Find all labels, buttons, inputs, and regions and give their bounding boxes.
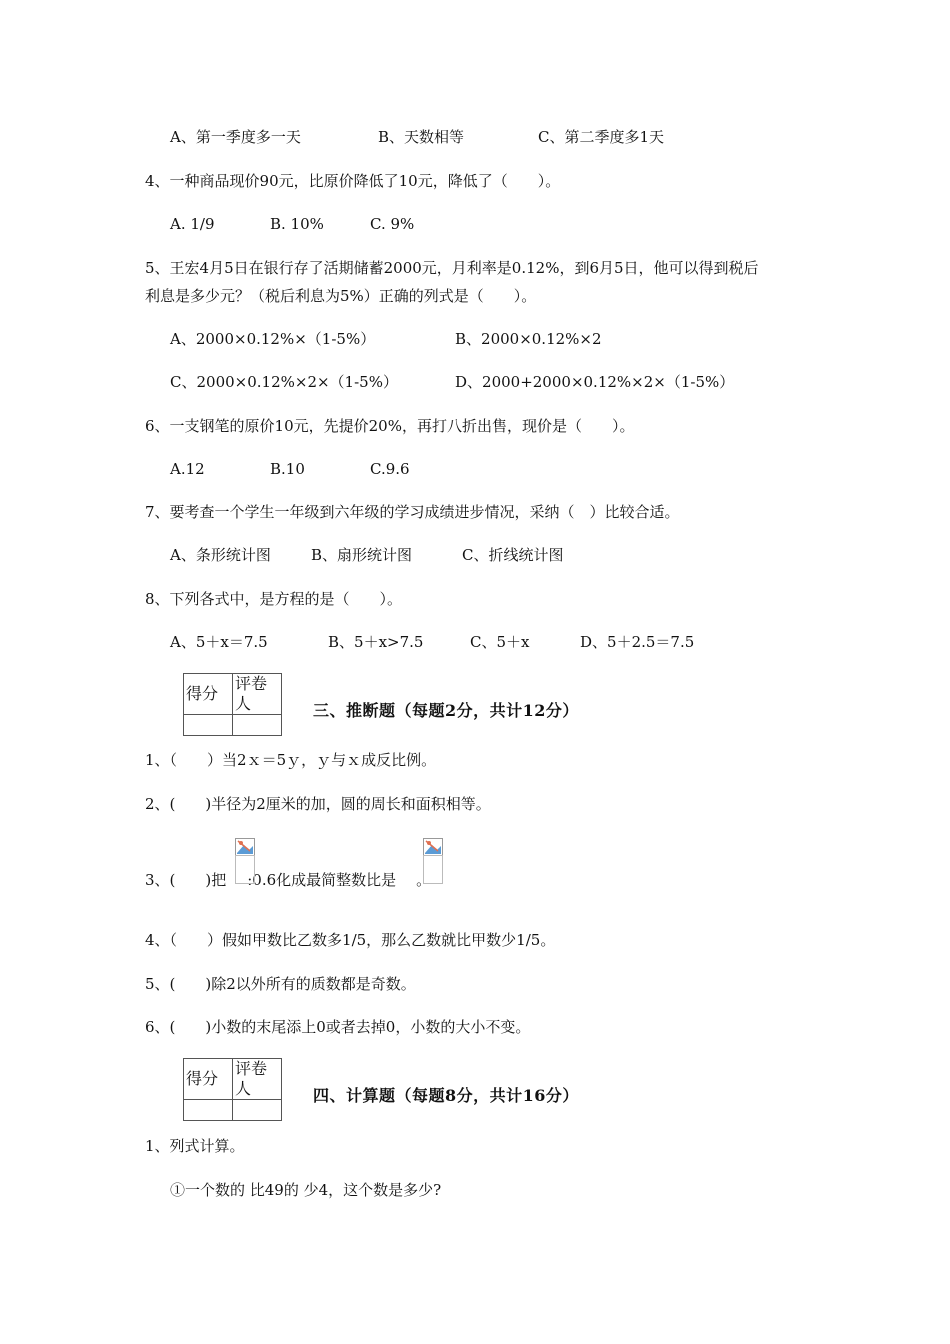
s3-item5: 5、( )除2以外所有的质数都是奇数。: [145, 975, 416, 993]
q5-stem-line1: 5、王宏4月5日在银行存了活期储蓄2000元，月利率是0.12%，到6月5日，他可以得到税后: [145, 259, 759, 277]
s4-item1: 1、列式计算。: [145, 1137, 245, 1155]
q5-option-d: D、2000+2000×0.12%×2×（1-5%）: [455, 373, 735, 391]
grader-cell: [233, 1100, 282, 1121]
q8-option-b: B、5＋x>7.5: [328, 633, 424, 651]
q7-option-b: B、扇形统计图: [311, 546, 413, 564]
s3-item3-mid: :0.6化成最简整数比是: [247, 871, 397, 889]
q6-option-b: B.10: [270, 460, 305, 478]
section4-title: 四、计算题（每题8分，共计16分）: [313, 1086, 579, 1105]
s3-item4: 4、（ ）假如甲数比乙数多1/5，那么乙数就比甲数少1/5。: [145, 931, 556, 949]
score-label: 得分: [184, 674, 233, 715]
q8-option-c: C、5＋x: [470, 633, 530, 651]
q8-stem: 8、下列各式中，是方程的是（ ）。: [145, 590, 403, 608]
q7-option-a: A、条形统计图: [170, 546, 271, 564]
q6-option-c: C.9.6: [370, 460, 410, 478]
q5-option-b: B、2000×0.12%×2: [455, 330, 602, 348]
q8-option-d: D、5＋2.5＝7.5: [580, 633, 695, 651]
s3-item3-end: 。: [416, 871, 432, 889]
q5-option-c: C、2000×0.12%×2×（1-5%）: [170, 373, 398, 391]
score-box-section4: [183, 1058, 282, 1121]
s4-sub1: ①一个数的 比49的 少4，这个数是多少?: [170, 1181, 442, 1199]
score-cell: [184, 1100, 233, 1121]
s3-item1: 1、（ ）当2ｘ＝5ｙ，ｙ与ｘ成反比例。: [145, 751, 437, 769]
score-label: 得分: [184, 1059, 233, 1100]
s3-item6: 6、( )小数的末尾添上0或者去掉0，小数的大小不变。: [145, 1018, 531, 1036]
q4-option-a: A. 1/9: [170, 215, 215, 233]
q3-option-b: B、天数相等: [378, 128, 465, 146]
q8-option-a: A、5＋x＝7.5: [170, 633, 268, 651]
q3-option-a: A、第一季度多一天: [170, 128, 301, 146]
q7-stem: 7、要考查一个学生一年级到六年级的学习成绩进步情况，采纳（ ）比较合适。: [145, 503, 680, 521]
broken-image-icon: [235, 838, 255, 884]
q5-stem-line2: 利息是多少元？（税后利息为5%）正确的列式是（ ）。: [145, 287, 537, 305]
grader-cell: [233, 715, 282, 736]
q6-option-a: A.12: [170, 460, 205, 478]
q4-option-b: B. 10%: [270, 215, 324, 233]
q5-option-a: A、2000×0.12%×（1-5%）: [170, 330, 376, 348]
score-box-section3: [183, 673, 282, 736]
score-cell: [184, 715, 233, 736]
grader-label: 评卷人: [233, 674, 282, 715]
q3-option-c: C、第二季度多1天: [538, 128, 665, 146]
broken-image-icon: [423, 838, 443, 884]
q4-option-c: C. 9%: [370, 215, 415, 233]
s3-item2: 2、( )半径为2厘米的加，圆的周长和面积相等。: [145, 795, 491, 813]
q7-option-c: C、折线统计图: [462, 546, 564, 564]
section3-title: 三、推断题（每题2分，共计12分）: [313, 701, 579, 720]
q4-stem: 4、一种商品现价90元，比原价降低了10元，降低了（ ）。: [145, 172, 561, 190]
s3-item3: [145, 870, 431, 890]
s3-item3-prefix: 3、( )把: [145, 871, 227, 889]
grader-label: 评卷人: [233, 1059, 282, 1100]
q6-stem: 6、一支钢笔的原价10元，先提价20%，再打八折出售，现价是（ ）。: [145, 417, 635, 435]
